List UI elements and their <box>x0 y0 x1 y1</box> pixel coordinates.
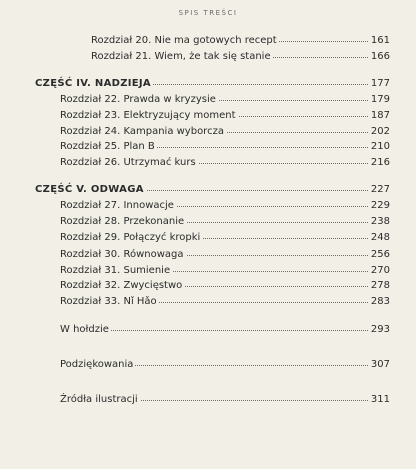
toc-entry-chapter-23 <box>0 109 416 123</box>
toc-entry-chapter-21 <box>0 50 416 64</box>
entry-label: Rozdział 21. Wiem, że tak się stanie <box>91 51 271 62</box>
entry-page: 229 <box>370 200 390 211</box>
entry-label: Podziękowania <box>60 359 134 370</box>
entry-page: 307 <box>370 359 390 370</box>
entry-label: Źródła ilustracji <box>60 394 138 405</box>
entry-label: Rozdział 33. Nǐ Hǎo <box>60 296 157 307</box>
toc-entry-chapter-29 <box>0 231 416 245</box>
entry-page: 278 <box>370 280 390 291</box>
toc-entry-tribute <box>0 323 416 337</box>
entry-page: 238 <box>370 216 390 227</box>
toc-entry-chapter-27 <box>0 199 416 213</box>
entry-label: Rozdział 20. Nie ma gotowych recept <box>91 35 277 46</box>
entry-page: 311 <box>370 394 390 405</box>
entry-label: Rozdział 25. Plan B <box>60 141 155 152</box>
entry-page: 166 <box>370 51 390 62</box>
entry-page: 210 <box>370 141 390 152</box>
entry-page: 187 <box>370 110 390 121</box>
entry-label: Rozdział 31. Sumienie <box>60 265 171 276</box>
entry-page: 270 <box>370 265 390 276</box>
toc-entry-illustration-sources <box>0 393 416 407</box>
entry-label: Rozdział 28. Przekonanie <box>60 216 185 227</box>
toc-entry-chapter-33 <box>0 295 416 309</box>
toc-entry-chapter-31 <box>0 264 416 278</box>
toc-entry-acknowledgements <box>0 358 416 372</box>
entry-page: 283 <box>370 296 390 307</box>
toc-entry-chapter-32 <box>0 279 416 293</box>
toc-entry-chapter-30 <box>0 248 416 262</box>
toc-entry-chapter-22 <box>0 93 416 107</box>
entry-page: 179 <box>370 94 390 105</box>
entry-page: 227 <box>370 184 390 195</box>
entry-page: 202 <box>370 126 390 137</box>
toc-entry-chapter-28 <box>0 215 416 229</box>
entry-label: Rozdział 26. Utrzymać kurs <box>60 157 196 168</box>
toc-entry-chapter-24 <box>0 125 416 139</box>
entry-label: W hołdzie <box>60 324 109 335</box>
entry-label: Rozdział 29. Połączyć kropki <box>60 232 201 243</box>
running-header: SPIS TREŚCI <box>178 9 238 17</box>
entry-label: Rozdział 22. Prawda w kryzysie <box>60 94 216 105</box>
toc-entry-chapter-26 <box>0 156 416 170</box>
entry-page: 161 <box>370 35 390 46</box>
entry-label: Rozdział 27. Innowacje <box>60 200 174 211</box>
toc-entry-chapter-20 <box>0 34 416 48</box>
entry-label: Rozdział 24. Kampania wyborcza <box>60 126 224 137</box>
entry-label: Rozdział 32. Zwycięstwo <box>60 280 183 291</box>
part-label: CZĘŚĆ V. ODWAGA <box>35 184 144 195</box>
entry-page: 256 <box>370 249 390 260</box>
entry-page: 216 <box>370 157 390 168</box>
entry-page: 293 <box>370 324 390 335</box>
part-label: CZĘŚĆ IV. NADZIEJA <box>35 78 151 89</box>
entry-label: Rozdział 30. Równowaga <box>60 249 184 260</box>
toc-entry-chapter-25 <box>0 140 416 154</box>
toc-part-v <box>0 183 416 197</box>
toc-part-iv <box>0 77 416 91</box>
entry-label: Rozdział 23. Elektryzujący moment <box>60 110 236 121</box>
entry-page: 177 <box>370 78 390 89</box>
entry-page: 248 <box>370 232 390 243</box>
